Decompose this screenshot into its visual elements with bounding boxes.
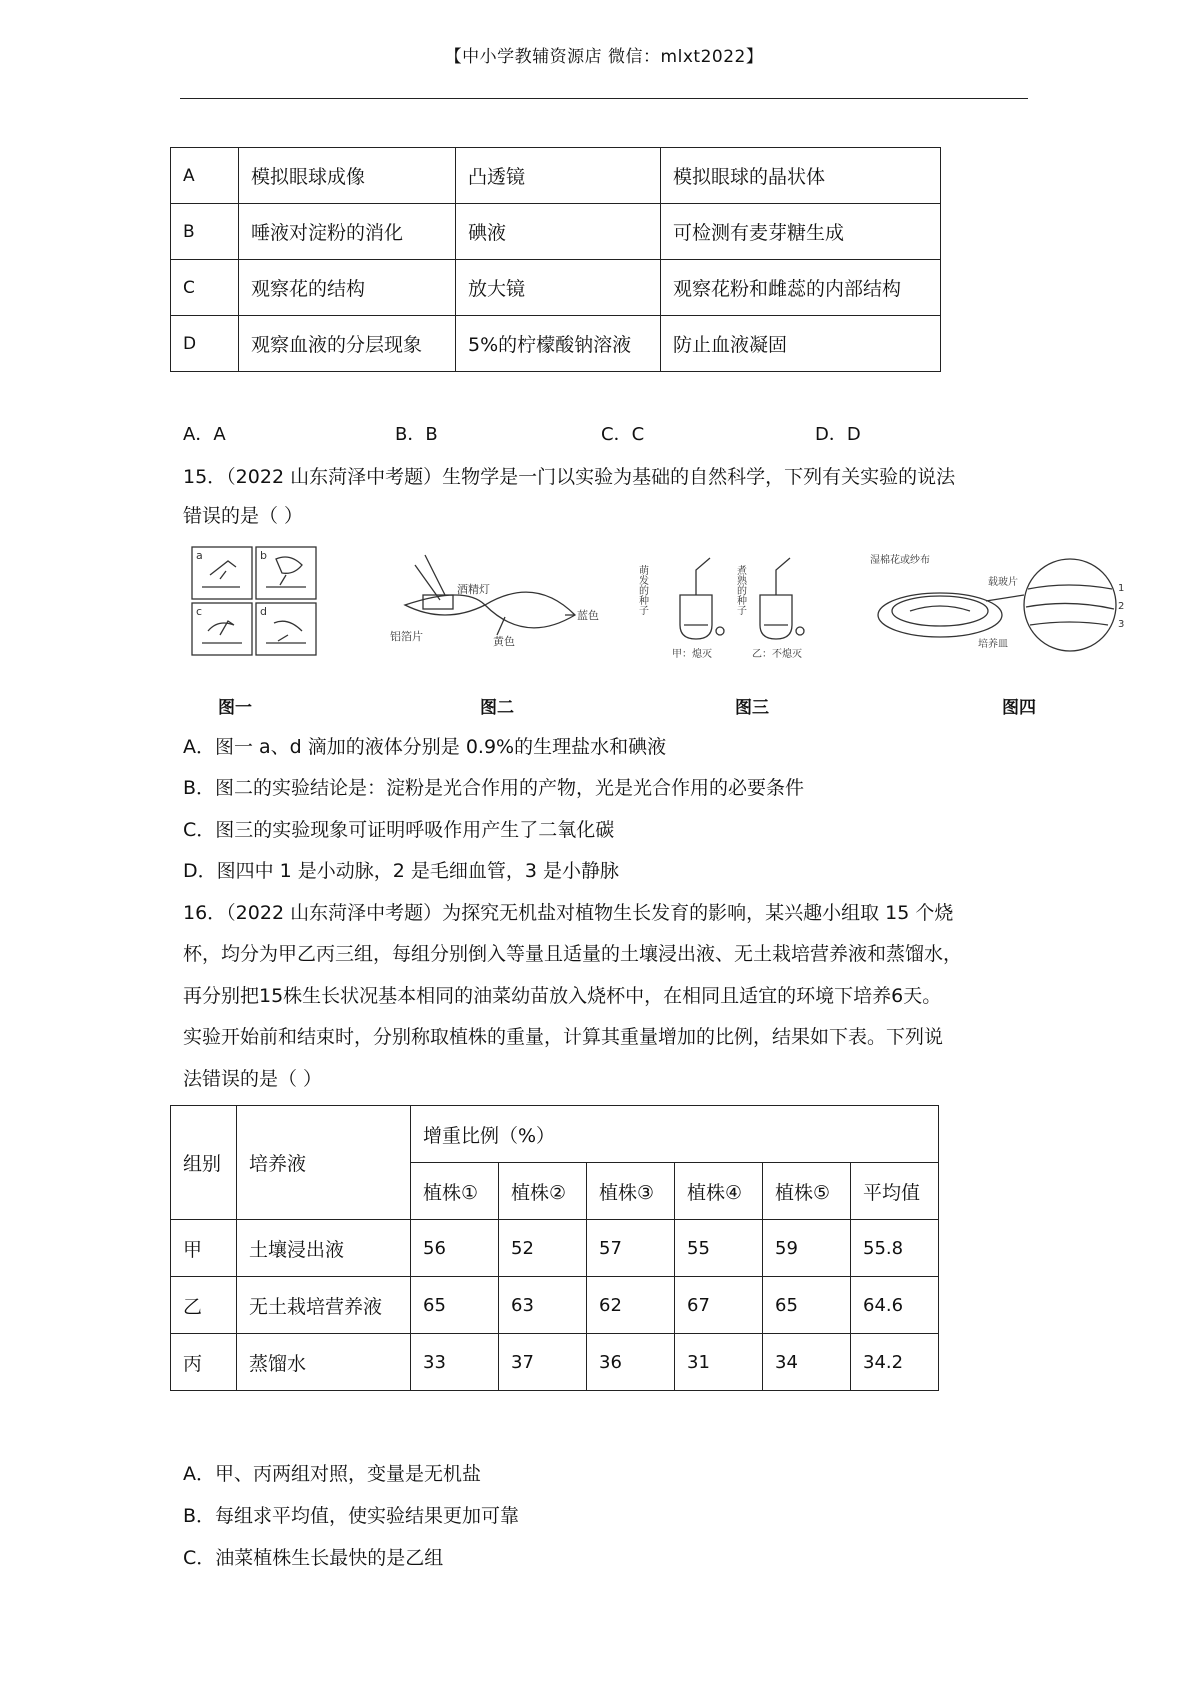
q16-stem-line3: 再分别把15株生长状况基本相同的油菜幼苗放入烧杯中，在相同且适宜的环境下培养6天。 bbox=[183, 985, 942, 1007]
figure-4-label-slide: 载玻片 bbox=[988, 577, 1018, 588]
value-cell: 56 bbox=[411, 1220, 499, 1277]
q16-stem-line2: 杯，均分为甲乙丙三组，每组分别倒入等量且适量的土壤浸出液、无土栽培营养液和蒸馏水， bbox=[183, 943, 963, 965]
figure-3-label-boiled: 煮熟的种子 bbox=[734, 565, 746, 615]
figure-2-caption: 图二 bbox=[480, 698, 514, 718]
results-table bbox=[170, 1105, 939, 1391]
table-cell: 碘液 bbox=[456, 204, 661, 260]
table-cell: 5%的柠檬酸钠溶液 bbox=[456, 316, 661, 372]
average-cell: 55.8 bbox=[851, 1220, 939, 1277]
figure-2-label-blue: 蓝色 bbox=[577, 609, 599, 622]
figure-4-label-dish: 培养皿 bbox=[978, 639, 1008, 650]
figure-1-label-d: d bbox=[260, 605, 267, 618]
figure-4-label-cotton: 湿棉花或纱布 bbox=[870, 555, 930, 566]
figure-2-drawing bbox=[385, 545, 605, 660]
q15-stem-line1: 15．（2022 山东菏泽中考题）生物学是一门以实验为基础的自然科学，下列有关实验的说法 bbox=[183, 466, 956, 488]
figure-3-drawing bbox=[636, 545, 840, 665]
figure-3-label-jia: 甲：熄灭 bbox=[672, 649, 712, 660]
average-cell: 34.2 bbox=[851, 1334, 939, 1391]
table-row bbox=[171, 148, 941, 204]
q15-figures bbox=[190, 545, 1130, 718]
value-cell: 65 bbox=[411, 1277, 499, 1334]
q15-option-b: B．图二的实验结论是：淀粉是光合作用的产物，光是光合作用的必要条件 bbox=[183, 777, 805, 799]
subheader-cell: 植株⑤ bbox=[763, 1163, 851, 1220]
table-cell: D bbox=[171, 316, 239, 372]
q16-stem-line4: 实验开始前和结束时，分别称取植株的重量，计算其重量增加的比例，结果如下表。下列说 bbox=[183, 1026, 944, 1048]
value-cell: 57 bbox=[587, 1220, 675, 1277]
value-cell: 37 bbox=[499, 1334, 587, 1391]
solution-cell: 蒸馏水 bbox=[237, 1334, 411, 1391]
subheader-cell: 植株② bbox=[499, 1163, 587, 1220]
figure-2 bbox=[385, 545, 605, 660]
value-cell: 34 bbox=[763, 1334, 851, 1391]
table-cell: C bbox=[171, 260, 239, 316]
header-ratio: 增重比例（%） bbox=[411, 1106, 939, 1163]
q16-stem-line1: 16．（2022 山东菏泽中考题）为探究无机盐对植物生长发育的影响，某兴趣小组取 15 个烧 bbox=[183, 902, 954, 924]
q15-stem-line2: 错误的是（ ） bbox=[183, 505, 304, 527]
group-cell: 甲 bbox=[171, 1220, 237, 1277]
figure-4-caption: 图四 bbox=[1002, 698, 1036, 718]
table-cell: 观察血液的分层现象 bbox=[239, 316, 456, 372]
figure-1 bbox=[190, 545, 320, 660]
option-a: A．A bbox=[183, 424, 226, 445]
subheader-cell: 平均值 bbox=[851, 1163, 939, 1220]
value-cell: 33 bbox=[411, 1334, 499, 1391]
q16-option-c: C．油菜植株生长最快的是乙组 bbox=[183, 1547, 444, 1569]
value-cell: 65 bbox=[763, 1277, 851, 1334]
q15-option-d: D．图四中 1 是小动脉，2 是毛细血管，3 是小静脉 bbox=[183, 860, 620, 882]
value-cell: 36 bbox=[587, 1334, 675, 1391]
table-cell: 观察花粉和雌蕊的内部结构 bbox=[661, 260, 941, 316]
figure-3-caption: 图三 bbox=[735, 698, 769, 718]
figure-4-label-2: 2 bbox=[1118, 601, 1125, 612]
subheader-cell: 植株④ bbox=[675, 1163, 763, 1220]
value-cell: 31 bbox=[675, 1334, 763, 1391]
value-cell: 63 bbox=[499, 1277, 587, 1334]
table-row bbox=[171, 204, 941, 260]
table-row bbox=[171, 1220, 939, 1277]
figure-4-drawing bbox=[860, 545, 1130, 665]
table-cell: B bbox=[171, 204, 239, 260]
q14-options bbox=[183, 420, 1083, 444]
group-cell: 丙 bbox=[171, 1334, 237, 1391]
header-rule bbox=[180, 98, 1028, 99]
option-d: D．D bbox=[815, 424, 861, 445]
table-cell: 凸透镜 bbox=[456, 148, 661, 204]
table-cell: 模拟眼球成像 bbox=[239, 148, 456, 204]
table-row bbox=[171, 260, 941, 316]
table-row bbox=[171, 316, 941, 372]
figure-4 bbox=[860, 545, 1130, 665]
page-header: 【中小学教辅资源店 微信：mlxt2022】 bbox=[444, 47, 764, 67]
figure-3 bbox=[636, 545, 840, 665]
q16-option-b: B．每组求平均值，使实验结果更加可靠 bbox=[183, 1505, 520, 1527]
figure-3-label-germinating: 萌发的种子 bbox=[636, 565, 648, 615]
figure-1-label-a: a bbox=[196, 549, 203, 562]
table-cell: 唾液对淀粉的消化 bbox=[239, 204, 456, 260]
table-header-row bbox=[171, 1106, 939, 1163]
figure-3-label-yi: 乙：不熄灭 bbox=[752, 649, 802, 660]
experiment-table bbox=[170, 147, 941, 372]
value-cell: 62 bbox=[587, 1277, 675, 1334]
value-cell: 67 bbox=[675, 1277, 763, 1334]
option-b: B．B bbox=[395, 424, 438, 445]
q15-option-a: A．图一 a、d 滴加的液体分别是 0.9%的生理盐水和碘液 bbox=[183, 736, 667, 758]
header-solution: 培养液 bbox=[237, 1106, 411, 1220]
table-cell: 模拟眼球的晶状体 bbox=[661, 148, 941, 204]
figure-1-label-c: c bbox=[196, 605, 203, 618]
average-cell: 64.6 bbox=[851, 1277, 939, 1334]
q16-option-a: A．甲、丙两组对照，变量是无机盐 bbox=[183, 1463, 481, 1485]
subheader-cell: 植株① bbox=[411, 1163, 499, 1220]
table-cell: A bbox=[171, 148, 239, 204]
value-cell: 52 bbox=[499, 1220, 587, 1277]
figure-1-drawing bbox=[190, 545, 320, 660]
figure-4-label-1: 1 bbox=[1118, 583, 1125, 594]
header-group: 组别 bbox=[171, 1106, 237, 1220]
table-cell: 可检测有麦芽糖生成 bbox=[661, 204, 941, 260]
table-cell: 防止血液凝固 bbox=[661, 316, 941, 372]
figure-2-label-lamp: 酒精灯 bbox=[457, 583, 490, 596]
solution-cell: 无土栽培营养液 bbox=[237, 1277, 411, 1334]
value-cell: 59 bbox=[763, 1220, 851, 1277]
figure-1-caption: 图一 bbox=[218, 698, 252, 718]
figure-1-label-b: b bbox=[260, 549, 267, 562]
subheader-cell: 植株③ bbox=[587, 1163, 675, 1220]
table-cell: 放大镜 bbox=[456, 260, 661, 316]
table-cell: 观察花的结构 bbox=[239, 260, 456, 316]
solution-cell: 土壤浸出液 bbox=[237, 1220, 411, 1277]
value-cell: 55 bbox=[675, 1220, 763, 1277]
figure-4-label-3: 3 bbox=[1118, 619, 1125, 630]
group-cell: 乙 bbox=[171, 1277, 237, 1334]
figure-2-label-foil: 铝箔片 bbox=[390, 630, 423, 643]
table-row bbox=[171, 1334, 939, 1391]
option-c: C．C bbox=[601, 424, 645, 445]
table-row bbox=[171, 1277, 939, 1334]
q15-option-c: C．图三的实验现象可证明呼吸作用产生了二氧化碳 bbox=[183, 819, 615, 841]
q16-stem-line5: 法错误的是（ ） bbox=[183, 1068, 323, 1090]
figure-2-label-yellow: 黄色 bbox=[493, 635, 515, 648]
